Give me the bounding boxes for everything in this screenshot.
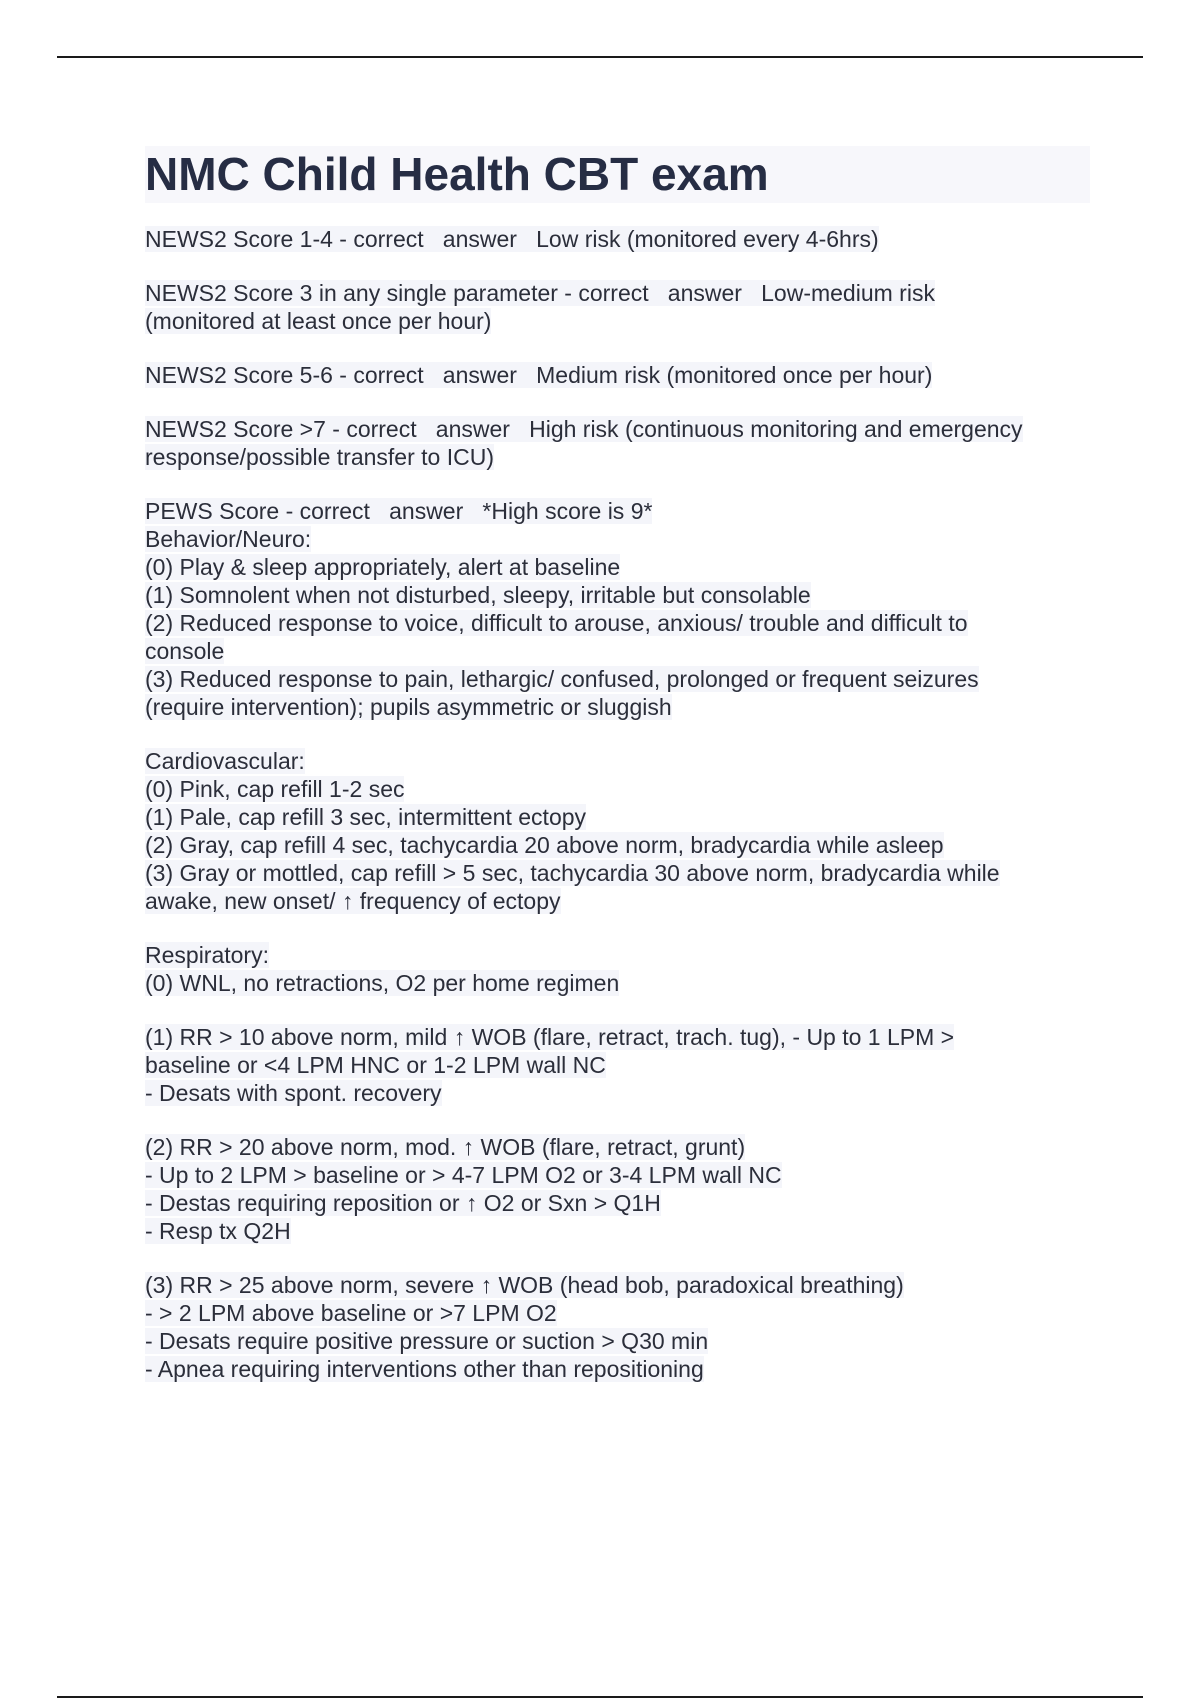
text-line bbox=[145, 225, 1090, 253]
text-line bbox=[145, 693, 1090, 721]
text-line-content: (0) WNL, no retractions, O2 per home regimen bbox=[145, 970, 620, 996]
text-line bbox=[145, 443, 1090, 471]
qa-block bbox=[145, 1271, 1090, 1383]
text-line-content: (1) Somnolent when not disturbed, sleepy, irritable but consolable bbox=[145, 582, 811, 608]
text-line-content: - Destas requiring reposition or ↑ O2 or Sxn > Q1H bbox=[145, 1190, 661, 1216]
text-line-content: (2) Gray, cap refill 4 sec, tachycardia 20 above norm, bradycardia while asleep bbox=[145, 832, 944, 858]
text-line-content: - Apnea requiring interventions other than repositioning bbox=[145, 1356, 704, 1382]
text-line-content: - Desats with spont. recovery bbox=[145, 1080, 442, 1106]
text-line bbox=[145, 747, 1090, 775]
text-line bbox=[145, 1079, 1090, 1107]
text-line-content: (0) Pink, cap refill 1-2 sec bbox=[145, 776, 405, 802]
text-line bbox=[145, 1051, 1090, 1079]
text-line-content: (3) RR > 25 above norm, severe ↑ WOB (head bob, paradoxical breathing) bbox=[145, 1272, 904, 1298]
text-line bbox=[145, 497, 1090, 525]
text-line bbox=[145, 581, 1090, 609]
text-line-content: - Up to 2 LPM > baseline or > 4-7 LPM O2 or 3-4 LPM wall NC bbox=[145, 1162, 782, 1188]
text-line-content: - Desats require positive pressure or suction > Q30 min bbox=[145, 1328, 709, 1354]
text-line-content: (0) Play & sleep appropriately, alert at baseline bbox=[145, 554, 621, 580]
text-line-content: (monitored at least once per hour) bbox=[145, 308, 492, 334]
text-line bbox=[145, 941, 1090, 969]
text-line-content: NEWS2 Score 1-4 - correct answer Low risk (monitored every 4-6hrs) bbox=[145, 226, 879, 252]
text-line-content: awake, new onset/ ↑ frequency of ectopy bbox=[145, 888, 561, 914]
text-line bbox=[145, 1133, 1090, 1161]
text-line-content: Behavior/Neuro: bbox=[145, 526, 312, 552]
text-line bbox=[145, 1189, 1090, 1217]
text-line bbox=[145, 775, 1090, 803]
text-line bbox=[145, 859, 1090, 887]
text-line-content: (3) Reduced response to pain, lethargic/ confused, prolonged or frequent seizures bbox=[145, 666, 979, 692]
text-line bbox=[145, 525, 1090, 553]
header-rule bbox=[57, 56, 1143, 58]
text-line-content: baseline or <4 LPM HNC or 1-2 LPM wall NC bbox=[145, 1052, 606, 1078]
qa-block bbox=[145, 361, 1090, 389]
text-line bbox=[145, 831, 1090, 859]
document-body bbox=[145, 146, 1090, 1409]
text-line-content: Respiratory: bbox=[145, 942, 269, 968]
text-line-content: NEWS2 Score 3 in any single parameter - correct answer Low-medium risk bbox=[145, 280, 935, 306]
text-line bbox=[145, 415, 1090, 443]
text-line-content: console bbox=[145, 638, 225, 664]
text-line-content: (require intervention); pupils asymmetric or sluggish bbox=[145, 694, 672, 720]
text-line-content: (2) RR > 20 above norm, mod. ↑ WOB (flare, retract, grunt) bbox=[145, 1134, 746, 1160]
text-line-content: (1) Pale, cap refill 3 sec, intermittent ectopy bbox=[145, 804, 587, 830]
text-line-content: NEWS2 Score 5-6 - correct answer Medium risk (monitored once per hour) bbox=[145, 362, 933, 388]
text-line bbox=[145, 307, 1090, 335]
text-line bbox=[145, 1271, 1090, 1299]
text-line bbox=[145, 1023, 1090, 1051]
qa-block bbox=[145, 225, 1090, 253]
text-line-content: - > 2 LPM above baseline or >7 LPM O2 bbox=[145, 1300, 557, 1326]
text-line bbox=[145, 1217, 1090, 1245]
text-line-content: NEWS2 Score >7 - correct answer High risk (continuous monitoring and emergency bbox=[145, 416, 1023, 442]
text-line bbox=[145, 1299, 1090, 1327]
document-title: NMC Child Health CBT exam bbox=[145, 146, 1090, 203]
text-line-content: PEWS Score - correct answer *High score is 9* bbox=[145, 498, 653, 524]
text-line bbox=[145, 279, 1090, 307]
qa-block bbox=[145, 941, 1090, 997]
text-line bbox=[145, 637, 1090, 665]
text-line bbox=[145, 665, 1090, 693]
qa-block bbox=[145, 747, 1090, 915]
text-line bbox=[145, 361, 1090, 389]
text-line-content: (2) Reduced response to voice, difficult to arouse, anxious/ trouble and difficult to bbox=[145, 610, 968, 636]
text-line bbox=[145, 1327, 1090, 1355]
text-line-content: - Resp tx Q2H bbox=[145, 1218, 291, 1244]
qa-block bbox=[145, 1023, 1090, 1107]
text-line-content: response/possible transfer to ICU) bbox=[145, 444, 494, 470]
text-line bbox=[145, 1161, 1090, 1189]
text-line bbox=[145, 609, 1090, 637]
text-line bbox=[145, 1355, 1090, 1383]
text-line-content: (1) RR > 10 above norm, mild ↑ WOB (flare, retract, trach. tug), - Up to 1 LPM > bbox=[145, 1024, 955, 1050]
qa-block bbox=[145, 279, 1090, 335]
text-line bbox=[145, 887, 1090, 915]
qa-block bbox=[145, 497, 1090, 721]
qa-list bbox=[145, 225, 1090, 1383]
text-line bbox=[145, 969, 1090, 997]
footer-rule bbox=[57, 1696, 1143, 1698]
text-line-content: Cardiovascular: bbox=[145, 748, 305, 774]
text-line-content: (3) Gray or mottled, cap refill > 5 sec, tachycardia 30 above norm, bradycardia while bbox=[145, 860, 1000, 886]
text-line bbox=[145, 553, 1090, 581]
qa-block bbox=[145, 415, 1090, 471]
text-line bbox=[145, 803, 1090, 831]
qa-block bbox=[145, 1133, 1090, 1245]
